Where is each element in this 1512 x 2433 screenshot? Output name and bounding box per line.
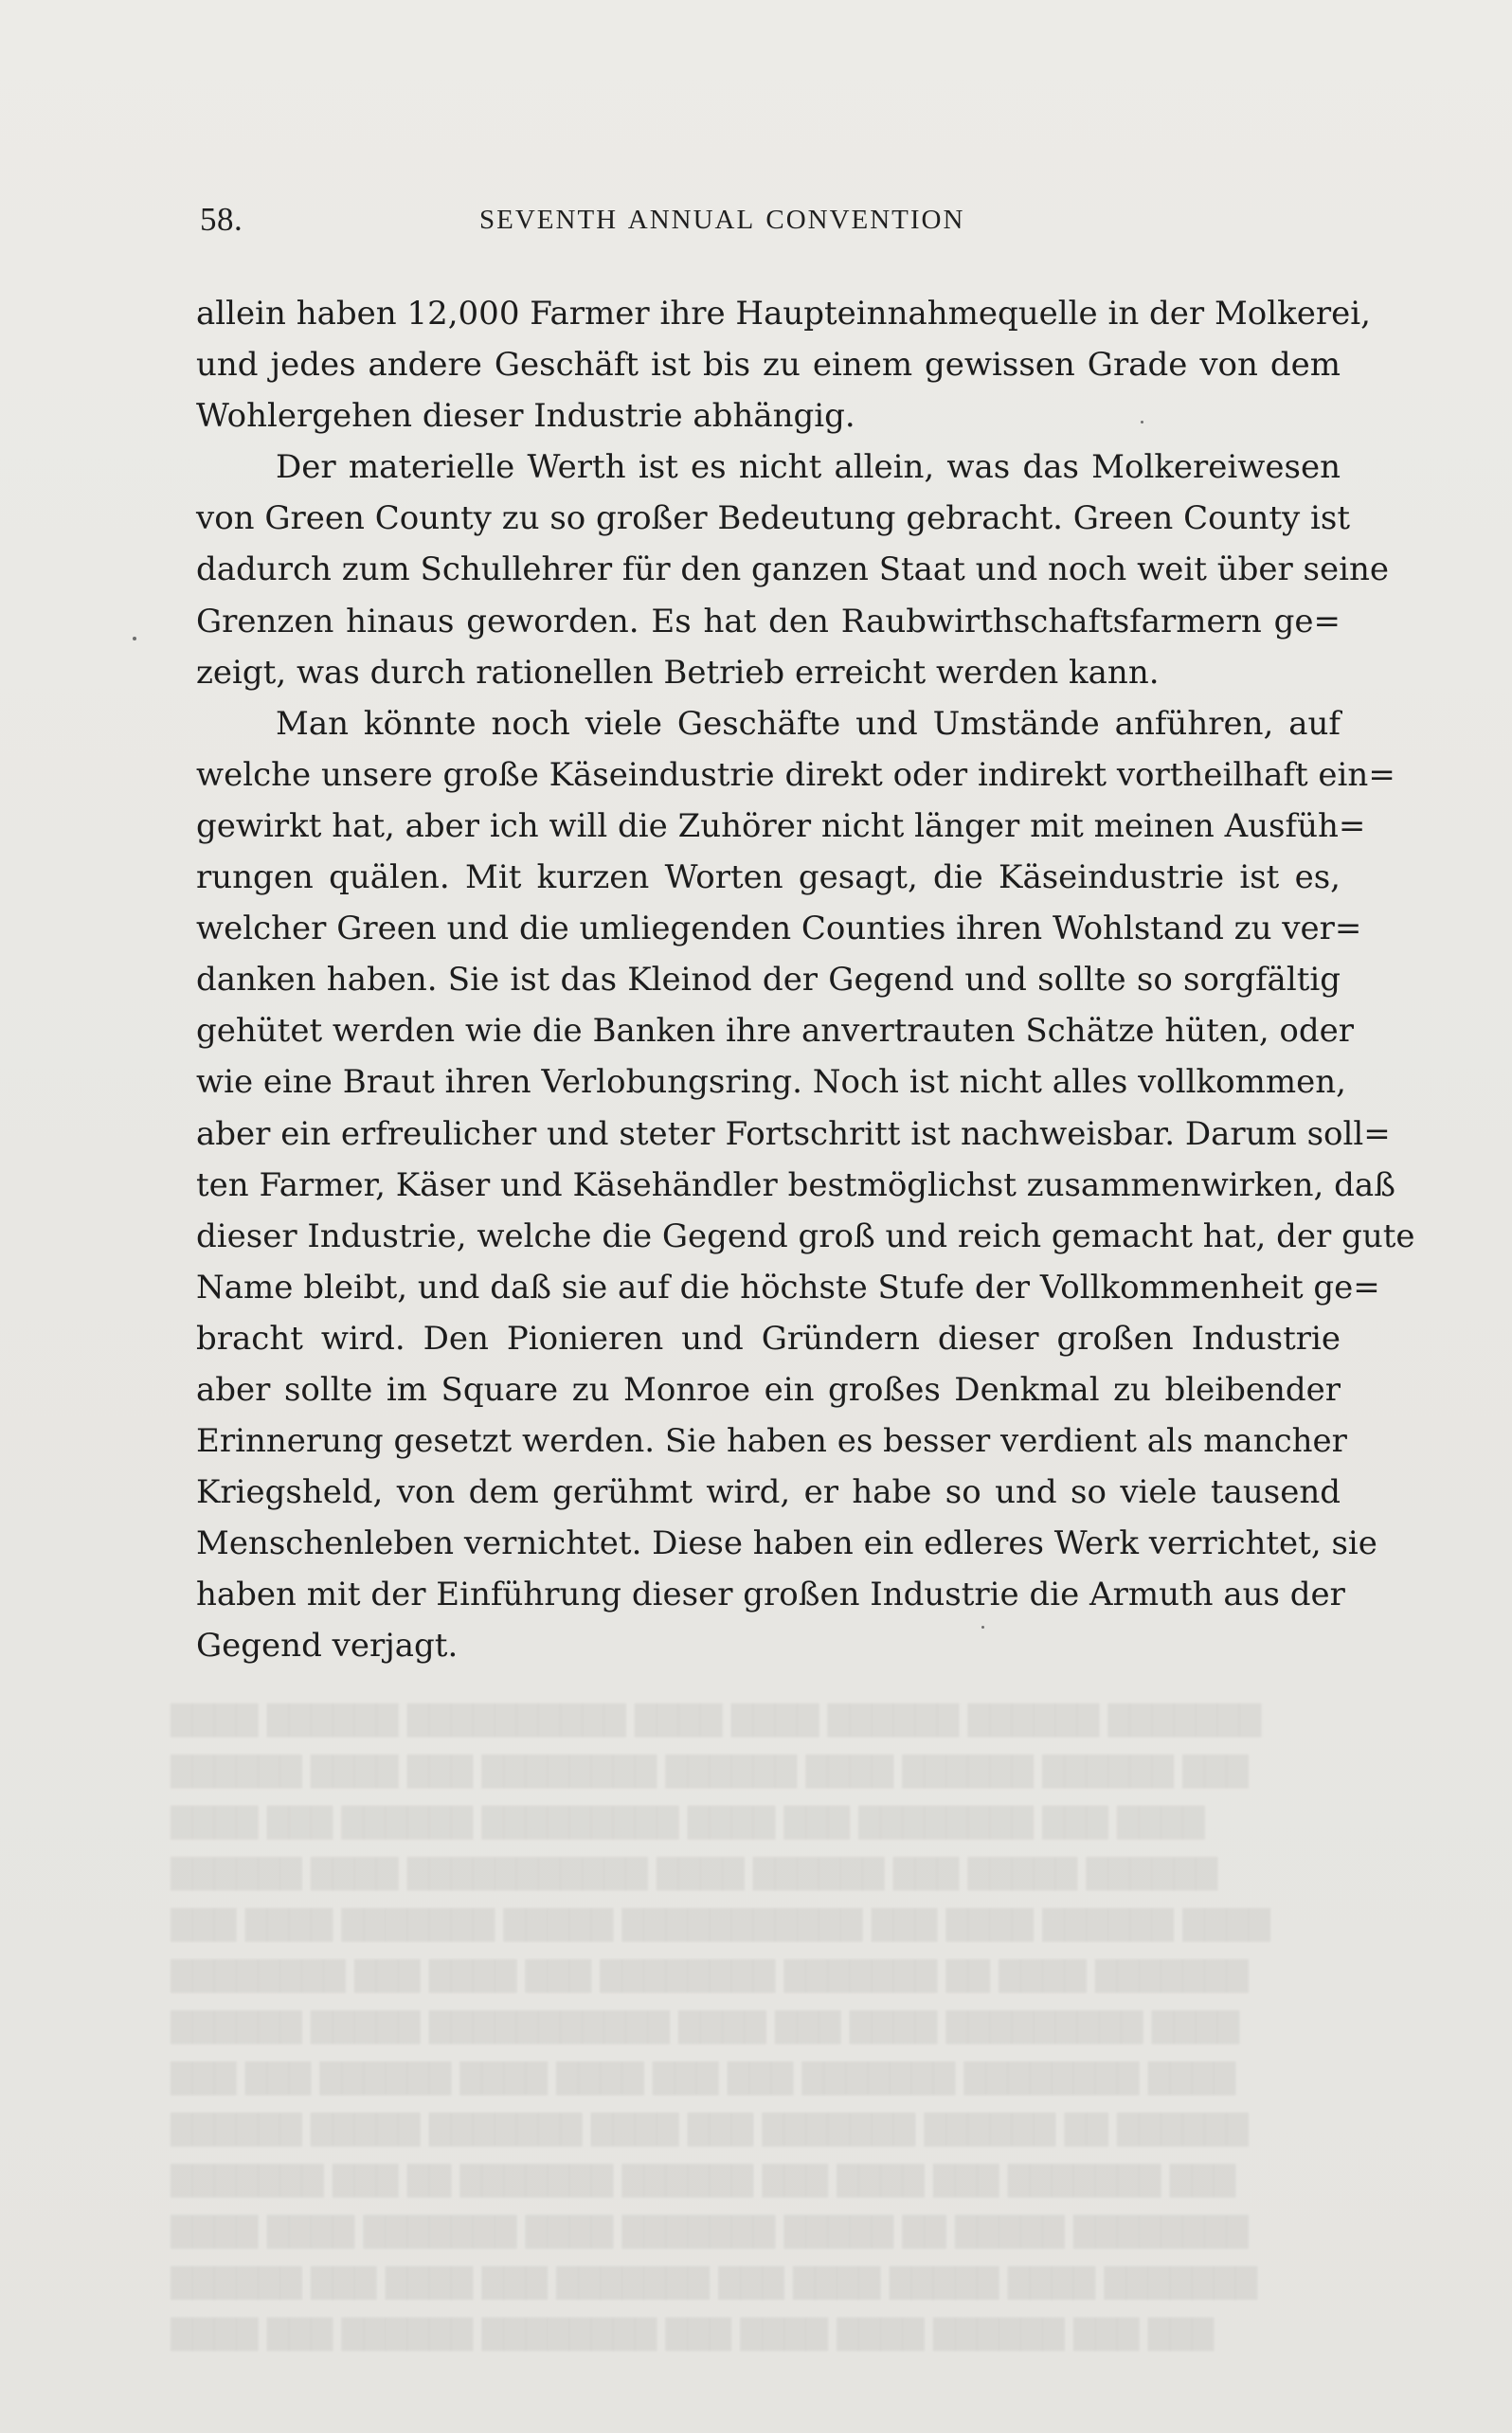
- text-line: rungen quälen. Mit kurzen Worten gesagt, die Käseindustrie ist es,: [196, 858, 1341, 897]
- scan-speck: [133, 637, 136, 640]
- text-line: gewirkt hat, aber ich will die Zuhörer nicht länger mit meinen Ausfüh=: [196, 806, 1366, 845]
- text-line: Wohlergehen dieser Industrie abhängig.: [196, 397, 855, 436]
- text-line: Erinnerung gesetzt werden. Sie haben es besser verdient als mancher: [196, 1422, 1347, 1461]
- text-line: ten Farmer, Käser und Käsehändler bestmöglichst zusammenwirken, daß: [196, 1165, 1395, 1204]
- text-line: danken haben. Sie ist das Kleinod der Gegend und sollte so sorgfältig: [196, 961, 1341, 1000]
- text-line: Grenzen hinaus geworden. Es hat den Raubwirthschaftsfarmern ge=: [196, 602, 1341, 640]
- text-line: gehütet werden wie die Banken ihre anvertrauten Schätze hüten, oder: [196, 1012, 1355, 1051]
- text-line: allein haben 12,000 Farmer ihre Haupteinnahmequelle in der Molkerei,: [196, 295, 1371, 333]
- text-line: dadurch zum Schullehrer für den ganzen Staat und noch weit über seine: [196, 550, 1390, 589]
- text-line: welcher Green und die umliegenden Counties ihren Wohlstand zu ver=: [196, 910, 1362, 948]
- running-title: SEVENTH ANNUAL CONVENTION: [479, 205, 965, 235]
- bleed-through-text: ████ ██████ ██████████ ████ ████ ██████ ██████ ███████ ██████ ████ ███ ████████ ██████ ████ ██████ ██████ ███ ████ ███ ██████ █████████ ████ ███ ████████ ███ ████ ██████ ████ ███████████ ████ ██████ ███ █████ ██████ ███ ████ ███████ █████ ███████████ ███ ████ ██████ ████ ████████ ███ ████ ███ ████████ ███████ ██ ████ ███████ ██████ █████ ███████████ ████ ███ ████ █████████ ████ ███ ███ ██████ ████ ████ ███ ███ ███████ ████████ ████ ██████ █████ ███████ ████ ███ ███████ ██████ ██ ██████ ███████ ███ ██ ███████ ██████ ███ ████ ███ ███████ ███ ████ ████ ███████ ████ ███████ █████ ██ █████ ████████ ██████ ███ ████ ███ ███████ ███ ████ █████ ████ ███████ ████ ███ ██████ ████████ ███ ████ ████ ██████ ███ ███: [171, 1704, 1270, 2352]
- text-line: haben mit der Einführung dieser großen Industrie die Armuth aus der: [196, 1576, 1345, 1614]
- text-line: und jedes andere Geschäft ist bis zu einem gewissen Grade von dem: [196, 346, 1341, 385]
- scan-speck: [1141, 421, 1143, 424]
- running-head: [200, 201, 1337, 258]
- text-line: Gegend verjagt.: [196, 1627, 459, 1666]
- text-line: zeigt, was durch rationellen Betrieb erreicht werden kann.: [196, 653, 1160, 692]
- text-line: Kriegsheld, von dem gerühmt wird, er habe so und so viele tausend: [196, 1473, 1341, 1512]
- text-line: aber sollte im Square zu Monroe ein großes Denkmal zu bleibender: [196, 1370, 1341, 1409]
- scan-speck: [981, 1626, 984, 1629]
- page-number: 58.: [200, 201, 243, 238]
- text-line: wie eine Braut ihren Verlobungsring. Noch ist nicht alles vollkommen,: [196, 1063, 1346, 1102]
- text-line: Name bleibt, und daß sie auf die höchste Stufe der Vollkommenheit ge=: [196, 1268, 1380, 1307]
- text-line: aber ein erfreulicher und steter Fortschritt ist nachweisbar. Darum soll=: [196, 1114, 1391, 1153]
- text-line: Menschenleben vernichtet. Diese haben ein edleres Werk verrichtet, sie: [196, 1524, 1377, 1563]
- text-line: welche unsere große Käseindustrie direkt oder indirekt vortheilhaft ein=: [196, 755, 1395, 794]
- text-line: Man könnte noch viele Geschäfte und Umstände anführen, auf: [276, 704, 1341, 743]
- text-line: bracht wird. Den Pionieren und Gründern dieser großen Industrie: [196, 1319, 1341, 1358]
- text-line: dieser Industrie, welche die Gegend groß und reich gemacht hat, der gute: [196, 1216, 1415, 1255]
- text-line: von Green County zu so großer Bedeutung gebracht. Green County ist: [196, 499, 1351, 538]
- body-paragraphs: [196, 288, 1415, 1672]
- text-line: Der materielle Werth ist es nicht allein, was das Molkereiwesen: [276, 448, 1341, 487]
